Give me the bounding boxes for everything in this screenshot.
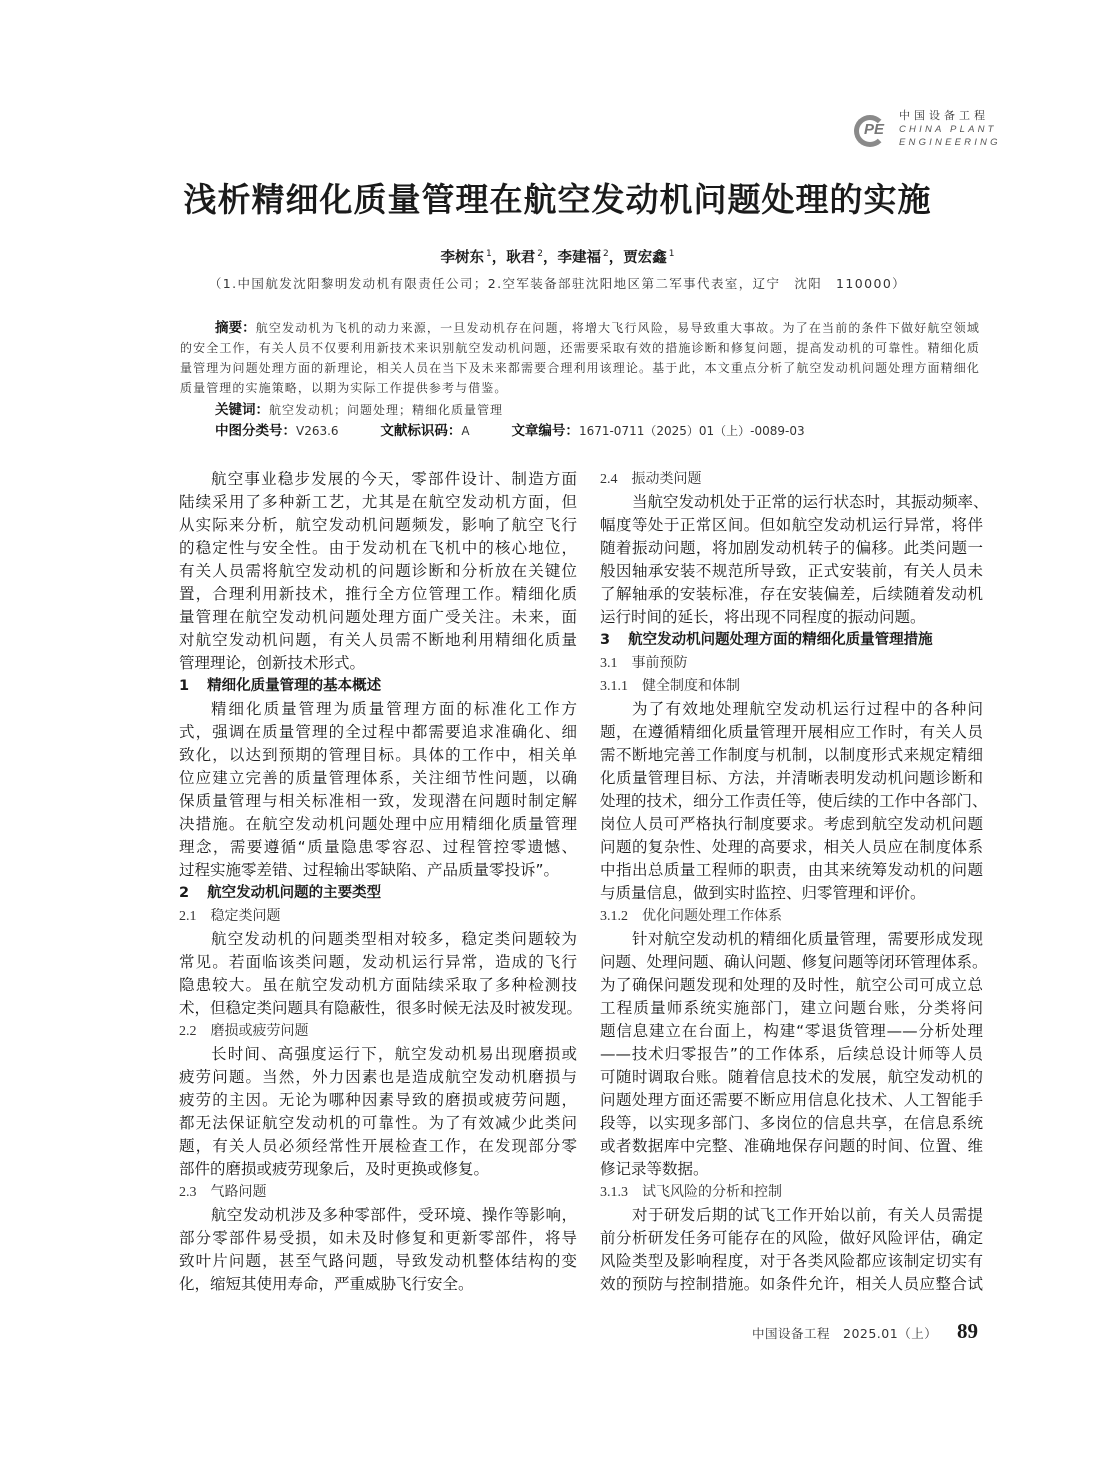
text-line: 理念，需要遵循“质量隐患零容忍、过程管控零遗憾、 (179, 838, 577, 856)
text-line: ——技术归零报告”的工作体系，后续总设计师等人员 (600, 1045, 983, 1063)
affiliation: （1.中国航发沈阳黎明发动机有限责任公司；2.空军装备部驻沈阳地区第二军事代表室，辽宁 沈阳 110000） (208, 276, 907, 291)
text-line: 为了有效地处理航空发动机运行过程中的各种问 (632, 700, 983, 718)
text-line: 置，合理利用新技术，推行全方位管理工作。精细化质 (179, 585, 577, 603)
heading-text: 事前预防 (631, 655, 688, 671)
text-line: 量管理在航空发动机问题处理方面广受关注。未来，面 (179, 608, 577, 626)
heading-text: 磨损或疲劳问题 (210, 1023, 309, 1039)
text-line: 题，在遵循精细化质量管理开展相应工作时，有关人员 (600, 723, 983, 741)
text-line: 了解轴承的安装标准，存在安装偏差，后续随着发动机 (600, 585, 983, 603)
heading-number: 2 (179, 885, 190, 901)
subsection-heading (179, 905, 577, 928)
text-line: 为了确保问题发现和处理的及时性，航空公司可成立总 (600, 976, 983, 994)
paragraph (600, 491, 989, 629)
article-id-value: 1671-0711（2025）01（上）-0089-03 (578, 424, 805, 438)
text-line: 对于研发后期的试飞工作开始以前，有关人员需提 (632, 1206, 983, 1224)
heading-text: 稳定类问题 (210, 908, 281, 924)
heading-number: 2.3 (179, 1185, 197, 1200)
text-line: 题信息建立在台面上，构建“零退货管理——分析处理 (600, 1022, 983, 1040)
logo-mark-letters: PE (864, 121, 885, 138)
text-line: 长时间、高强度运行下，航空发动机易出现磨损或 (211, 1045, 577, 1063)
keywords-label: 关键词： (215, 402, 269, 418)
heading-number: 2.1 (179, 909, 197, 924)
text-line: 部分零部件易受损，如未及时修复和更新零部件，将导 (179, 1229, 577, 1247)
page-number: 89 (957, 1319, 978, 1343)
body-column-right (600, 468, 989, 1296)
clc-value: V263.6 (296, 424, 339, 438)
subsection-heading (179, 1020, 577, 1043)
text-line: 决措施。在航空发动机问题处理中应用精细化质量管理 (179, 815, 577, 833)
text-line: 随着振动问题，将加剧发动机转子的偏移。此类问题一 (600, 539, 983, 557)
text-line: 都无法保证航空发动机的可靠性。为了有效减少此类问 (179, 1114, 577, 1132)
text-line: 工程质量师系统实施部门，建立问题台账，分类将问 (600, 999, 983, 1017)
text-line: 段等，以实现多部门、多岗位的信息共享，在信息系统 (600, 1114, 983, 1132)
text-line: 位应建立完善的质量管理体系，关注细节性问题，以确 (179, 769, 577, 787)
text-line: 疲劳的主因。无论为哪种因素导致的磨损或疲劳问题， (179, 1091, 577, 1109)
text-line: 修记录等数据。 (600, 1160, 709, 1178)
paragraph (600, 928, 988, 1181)
text-line: 常见。若面临该类问题，发动机运行异常，造成的飞行 (179, 953, 577, 971)
text-line: 部件的磨损或疲劳现象后，及时更换或修复。 (179, 1160, 490, 1178)
text-line: 对航空发动机问题，有关人员需不断地利用精细化质量 (179, 631, 577, 649)
article (0, 176, 1115, 1296)
subsection-heading (179, 1181, 577, 1204)
author-name: 贾宏鑫 (623, 250, 667, 266)
text-line: 航空发动机涉及多种零部件，受环境、操作等影响， (211, 1206, 577, 1224)
paragraph (179, 698, 577, 882)
text-line: 保质量管理与相关标准相一致，发现潜在问题时制定解 (179, 792, 577, 810)
subsection-heading (600, 675, 983, 698)
author-affiliation-mark: 2 (603, 249, 609, 260)
text-line: 岗位人员可严格执行制度要求。考虑到航空发动机问题 (600, 815, 983, 833)
heading-number: 3.1 (600, 656, 618, 671)
text-line: 问题的复杂性、处理的高要求，相关人员应在制度体系 (600, 838, 983, 856)
text-line: 疲劳问题。当然，外力因素也是造成航空发动机磨损与 (179, 1068, 577, 1086)
paragraph (179, 1043, 577, 1181)
journal-logo (854, 108, 1004, 154)
text-line: 题，有关人员必须经常性开展检查工作，在发现部分零 (179, 1137, 577, 1155)
subsection-heading (600, 652, 983, 675)
text-line: 可随时调取台账。随着信息技术的发展，航空发动机的 (600, 1068, 983, 1086)
abstract-label: 摘要： (215, 320, 256, 336)
footer-journal: 中国设备工程 2025.01（上） (752, 1326, 938, 1341)
article-id-label: 文章编号： (511, 423, 579, 439)
keywords-text: 航空发动机；问题处理；精细化质量管理 (269, 403, 504, 417)
heading-number: 3.1.3 (600, 1185, 628, 1200)
text-line: 致叶片问题，甚至气路问题，导致发动机整体结构的变 (179, 1252, 577, 1270)
text-line: 精细化质量管理为质量管理方面的标准化工作方 (211, 700, 577, 718)
author-affiliation-mark: 1 (668, 249, 675, 260)
text-line: 管理理论，创新技术形式。 (179, 654, 366, 672)
text-line: 当航空发动机处于正常的运行状态时，其振动频率、 (632, 493, 989, 511)
paragraph (600, 1204, 983, 1296)
text-line: 有关人员需将航空发动机的问题诊断和分析放在关键位 (179, 562, 577, 580)
text-line: 航空事业稳步发展的今天，零部件设计、制造方面 (211, 470, 577, 488)
heading-number: 2.2 (179, 1024, 197, 1039)
text-line: 的稳定性与安全性。由于发动机在飞机中的核心地位， (179, 539, 577, 557)
heading-number: 3.1.2 (600, 909, 628, 924)
text-line: 般因轴承安装不规范所导致，正式安装前，有关人员未 (600, 562, 983, 580)
text-line: 化质量管理目标、方法，并清晰表明发动机问题诊断和 (600, 769, 983, 787)
subsection-heading (600, 1181, 983, 1204)
text-line: 航空发动机的问题类型相对较多，稳定类问题较为 (211, 930, 577, 948)
text-line: 术，但稳定类问题具有隐蔽性，很多时候无法及时被发现。 (179, 999, 583, 1017)
heading-number: 1 (179, 678, 190, 694)
paper-title: 浅析精细化质量管理在航空发动机问题处理的实施 (183, 180, 932, 219)
text-line: 问题处理方面还需要不断应用信息化技术、人工智能手 (600, 1091, 983, 1109)
logo-text (899, 108, 1001, 149)
text-line: 陆续采用了多种新工艺，尤其是在航空发动机方面，但 (179, 493, 577, 511)
text-line: 化，缩短其使用寿命，严重威胁飞行安全。 (179, 1275, 474, 1293)
keywords (215, 400, 1115, 420)
author-name: 耿君 (506, 250, 536, 266)
section-heading (179, 882, 577, 905)
text-line: 中指出总质量工程师的职责，由其来统筹发动机的问题 (600, 861, 983, 879)
clc-label: 中图分类号： (215, 423, 296, 439)
text-line: 从实际来分析，航空发动机问题频发，影响了航空飞行 (179, 516, 577, 534)
heading-number: 3 (600, 632, 611, 648)
text-line: 需不断地完善工作制度与机制，以制度形式来规定精细 (600, 746, 983, 764)
text-line: 隐患较大。虽在航空发动机方面陆续采取了多种检测技 (179, 976, 577, 994)
text-line: 幅度等处于正常区间。但如航空发动机运行异常，将伴 (600, 516, 983, 534)
heading-text: 精细化质量管理的基本概述 (207, 678, 382, 694)
subsection-heading (600, 905, 983, 928)
author-affiliation-mark: 2 (537, 249, 543, 260)
body (179, 468, 1115, 1296)
classification-line (215, 421, 1115, 441)
text-line: 运行时间的延长，将出现不同程度的振动问题。 (600, 608, 926, 626)
text-line: 前分析研发任务可能存在的风险，做好风险评估，确定 (600, 1229, 983, 1247)
text-line: 式，强调在质量管理的全过程中都需要追求准确化、细 (179, 723, 577, 741)
abstract (180, 318, 980, 398)
doc-code-label: 文献标识码： (380, 423, 462, 439)
paragraph (179, 1204, 577, 1296)
heading-number: 2.4 (600, 472, 618, 487)
section-heading (600, 629, 983, 652)
subsection-heading (600, 468, 983, 491)
section-heading (179, 675, 577, 698)
paragraph (179, 928, 583, 1020)
heading-text: 试飞风险的分析和控制 (642, 1184, 782, 1200)
abstract-text: 航空发动机为飞机的动力来源，一旦发动机存在问题，将增大飞行风险，易导致重大事故。为了在当前的条件下做好航空领域的安全工作，有关人员不仅要利用新技术来识别航空发动机问题，还需要采取有效的措施诊断和修复问题，提高发动机的可靠性。精细化质量管理为问题处理方面的新理论，相关人员在当下及未来都需要合理利用该理论。基于此，本文重点分析了航空发动机问题处理方面精细化质量管理的实施策略，以期为实际工作提供参考与借鉴。 (180, 321, 980, 395)
paragraph (179, 468, 577, 675)
text-line: 效的预防与控制措施。如条件允许，相关人员应整合试 (600, 1275, 983, 1293)
heading-number: 3.1.1 (600, 679, 628, 694)
text-line: 问题、处理问题、确认问题、修复问题等闭环管理体系。 (600, 953, 988, 971)
text-line: 处理的技术，细分工作责任等，使后续的工作中各部门、 (600, 792, 988, 810)
heading-text: 航空发动机问题处理方面的精细化质量管理措施 (628, 632, 933, 648)
logo-chinese-name: 中国设备工程 (899, 109, 989, 122)
heading-text: 气路问题 (210, 1184, 267, 1200)
logo-english-line2: ENGINEERING (899, 137, 1001, 148)
text-line: 过程实施零差错、过程输出零缺陷、产品质量零投诉”。 (179, 861, 560, 879)
heading-text: 健全制度和体制 (642, 678, 740, 694)
body-column-left (179, 468, 583, 1296)
doc-code-value: A (461, 424, 470, 438)
author-name: 李建福 (557, 250, 601, 266)
author-affiliation-mark: 1 (486, 249, 492, 260)
author-list: 李树东 $^1$，耿君 $^2$，李建福 $^2$，贾宏鑫 $^1$ (440, 249, 675, 266)
text-line: 与质量信息，做到实时监控、归零管理和评价。 (600, 884, 926, 902)
text-line: 针对航空发动机的精细化质量管理，需要形成发现 (632, 930, 983, 948)
text-line: 风险类型及影响程度，对于各类风险都应该制定切实有 (600, 1252, 983, 1270)
heading-text: 振动类问题 (631, 471, 702, 487)
author-name: 李树东 (440, 250, 485, 266)
text-line: 或者数据库中完整、准确地保存问题的时间、位置、维 (600, 1137, 983, 1155)
heading-text: 航空发动机问题的主要类型 (207, 885, 382, 901)
paragraph (600, 698, 988, 905)
text-line: 致化，以达到预期的管理目标。具体的工作中，相关单 (179, 746, 577, 764)
logo-english-line1: CHINA PLANT (899, 124, 997, 135)
heading-text: 优化问题处理工作体系 (642, 908, 782, 924)
